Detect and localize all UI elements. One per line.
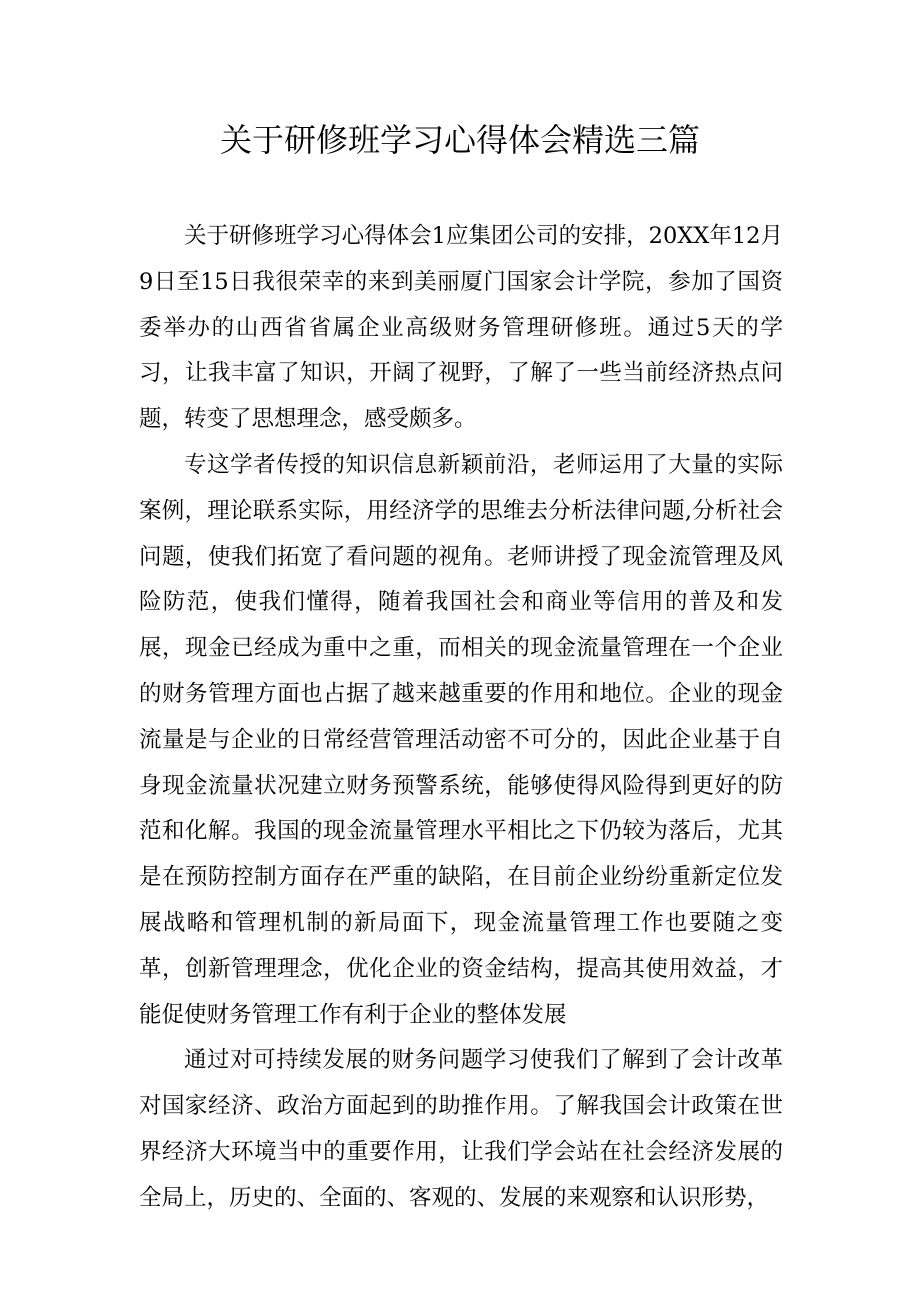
- paragraph-3: 通过对可持续发展的财务问题学习使我们了解到了会计改革对国家经济、政治方面起到的助推作用。了解我国会计政策在世界经济大环境当中的重要作用，让我们学会站在社会经济发展的全局上，历史的、全面的、客观的、发展的来观察和认识形势，: [139, 1047, 783, 1211]
- document-title: 关于研修班学习心得体会精选三篇: [219, 121, 700, 159]
- document-body: [139, 214, 783, 1222]
- paragraph-1: 关于研修班学习心得体会1应集团公司的安排，20XX年12月9日至15日我很荣幸的来到美丽厦门国家会计学院，参加了国资委举办的山西省省属企业高级财务管理研修班。通过5天的学习，让我丰富了知识，开阔了视野，了解了一些当前经济热点问题，转变了思想理念，感受颇多。: [139, 223, 783, 433]
- paragraph-2: 专这学者传授的知识信息新颖前沿，老师运用了大量的实际案例，理论联系实际，用经济学的思维去分析法律问题,分析社会问题，使我们拓宽了看问题的视角。老师讲授了现金流管理及风险防范，使我们懂得，随着我国社会和商业等信用的普及和发展，现金已经成为重中之重，而相关的现金流量管理在一个企业的财务管理方面也占据了越来越重要的作用和地位。企业的现金流量是与企业的日常经营管理活动密不可分的，因此企业基于自身现金流量状况建立财务预警系统，能够使得风险得到更好的防范和化解。我国的现金流量管理水平相比之下仍较为落后，尤其是在预防控制方面存在严重的缺陷，在目前企业纷纷重新定位发展战略和管理机制的新局面下，现金流量管理工作也要随之变革，创新管理理念，优化企业的资金结构，提高其使用效益，才能促使财务管理工作有利于企业的整体发展: [139, 451, 783, 1028]
